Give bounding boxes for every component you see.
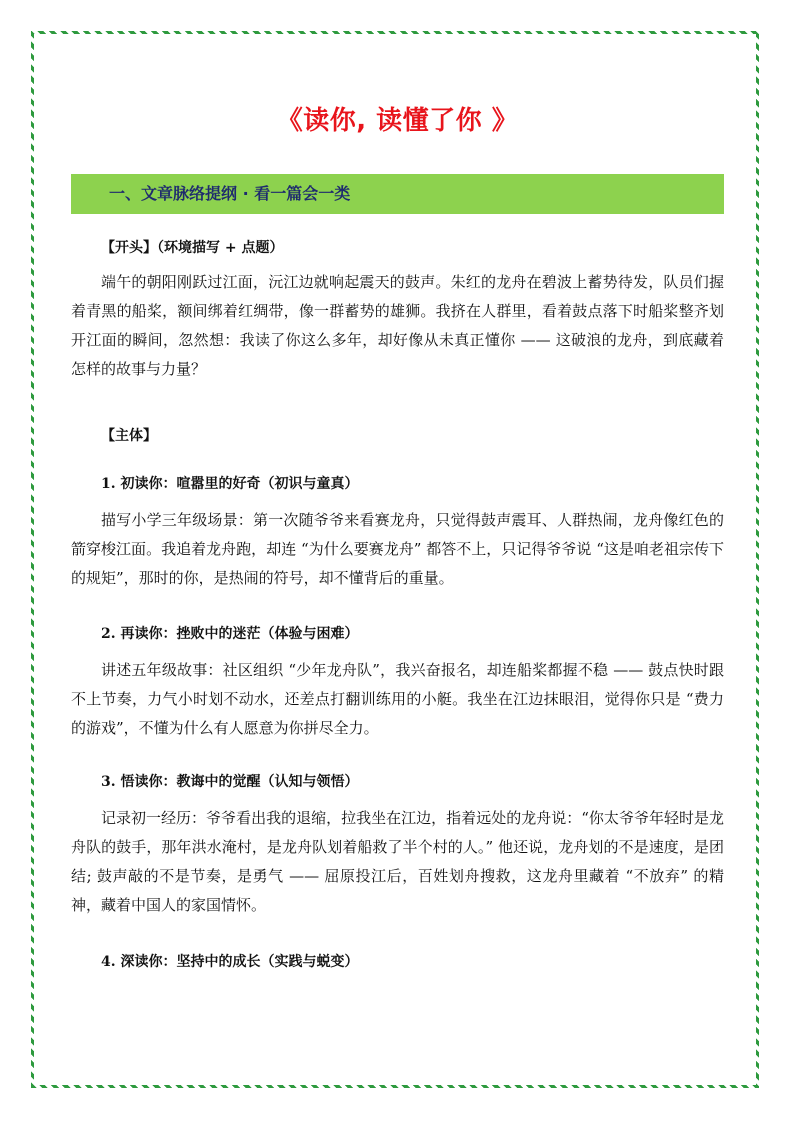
section-heading: 2. 再读你：挫败中的迷茫（体验与困难） bbox=[101, 626, 359, 642]
section-heading: 3. 悟读你：教诲中的觉醒（认知与领悟） bbox=[101, 774, 359, 790]
body-heading-block bbox=[71, 426, 724, 446]
opening-paragraph: 端午的朝阳刚跃过江面，沅江边就响起震天的鼓声。朱红的龙舟在碧波上蓄势待发，队员们握着青黑的船桨，额间绑着红绸带，像一群蓄势的雄狮。我挤在人群里，看着鼓点落下时船桨整齐划开江面的瞬间，忽然想：我读了你这么多年，却好像从未真正懂你 —— 这破浪的龙舟，到底藏着怎样的故事与力量？ bbox=[71, 273, 724, 378]
section-heading: 1. 初读你：喧嚣里的好奇（初识与童真） bbox=[101, 476, 359, 492]
section-1 bbox=[71, 474, 724, 593]
section-2 bbox=[71, 624, 724, 743]
section-paragraph: 记录初一经历：爷爷看出我的退缩，拉我坐在江边，指着远处的龙舟说：“你太爷爷年轻时是龙舟队的鼓手，那年洪水淹村，是龙舟队划着船救了半个村的人。” 他还说，龙舟划的不是速度，是团结; 鼓声敲的不是节奏，是勇气 —— 屈原投江后，百姓划舟搜救，这龙舟里藏着 “不放弃” 的精神，藏着中国人的家国情怀。 bbox=[71, 809, 724, 914]
section-3 bbox=[71, 772, 724, 920]
section-heading: 4. 深读你：坚持中的成长（实践与蜕变） bbox=[101, 954, 359, 970]
body-heading: 【主体】 bbox=[101, 428, 157, 444]
section-paragraph: 讲述五年级故事：社区组织 “少年龙舟队”，我兴奋报名，却连船桨都握不稳 —— 鼓点快时跟不上节奏，力气小时划不动水，还差点打翻训练用的小艇。我坐在江边抹眼泪，觉得你只是 “费力的游戏”，不懂为什么有人愿意为你拼尽全力。 bbox=[71, 661, 724, 737]
section-4 bbox=[71, 952, 724, 972]
page-title: 《读你, 读懂了你 》 bbox=[276, 106, 519, 136]
opening-heading: 【开头】（环境描写 + 点题） bbox=[101, 240, 284, 256]
section-paragraph: 描写小学三年级场景：第一次随爷爷来看赛龙舟，只觉得鼓声震耳、人群热闹，龙舟像红色的箭穿梭江面。我追着龙舟跑，却连 “为什么要赛龙舟” 都答不上，只记得爷爷说 “这是咱老祖宗传下的规矩”，那时的你，是热闹的符号，却不懂背后的重量。 bbox=[71, 511, 724, 587]
section-banner: 一、文章脉络提纲 · 看一篇会一类 bbox=[71, 174, 724, 214]
opening-section bbox=[71, 238, 724, 384]
